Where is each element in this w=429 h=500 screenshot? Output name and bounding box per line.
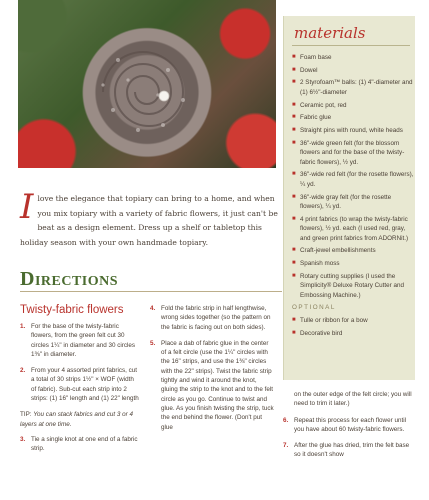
tip-note (20, 410, 140, 429)
bullet-icon: ■ (292, 79, 296, 86)
bullet-icon: ■ (292, 247, 296, 254)
bullet-icon: ■ (292, 126, 296, 133)
list-item (292, 66, 414, 76)
step-6 (283, 416, 415, 435)
bullet-icon: ■ (292, 66, 296, 73)
directions-column-3 (283, 390, 415, 467)
material-text: Spanish moss (300, 260, 340, 268)
directions-divider (20, 291, 282, 292)
materials-list (292, 53, 414, 342)
bullet-icon: ■ (292, 114, 296, 121)
bullet-icon: ■ (292, 272, 296, 279)
list-item (292, 215, 414, 244)
bullet-icon: ■ (292, 329, 296, 336)
bullet-icon: ■ (292, 317, 296, 324)
tip-text: You can stack fabrics and cut 3 or 4 layers at one time. (20, 411, 133, 428)
bullet-icon: ■ (292, 139, 296, 146)
step-1 (20, 322, 140, 359)
rosette-illustration (18, 0, 276, 168)
bullet-icon: ■ (292, 101, 296, 108)
step-text: For the base of the twisty-fabric flowers, from the green felt cut 30 circles 1¼" in diameter and 30 circles 1⅜" in diameter. (31, 323, 136, 358)
list-item (292, 272, 414, 301)
step-4 (150, 304, 274, 332)
material-text: Fabric glue (300, 114, 332, 122)
step-text: Tie a single knot at one end of a fabric strip. (31, 435, 138, 453)
list-item (292, 101, 414, 111)
step-number: 3. (20, 435, 26, 443)
step-number: 4. (150, 305, 156, 312)
list-item (292, 246, 414, 256)
photo-fabric-rosette (18, 0, 276, 168)
material-text: Decorative bird (300, 329, 343, 337)
step-text: After the glue has dried, trim the felt base so it doesn't show (294, 442, 410, 459)
intro-paragraph (20, 187, 282, 250)
drop-cap: I (20, 187, 34, 227)
step-number: 1. (20, 323, 26, 330)
material-text: 36"-wide green felt (for the blossom flowers and for the base of the twisty-fabric flowers), ½ yd. (300, 139, 405, 166)
bullet-icon: ■ (292, 193, 296, 200)
step-7 (283, 441, 415, 460)
list-item (292, 316, 414, 326)
material-text: 36"-wide red felt (for the rosette flowers), ¼ yd. (300, 171, 414, 188)
directions-column-1 (20, 322, 140, 461)
list-item (292, 259, 414, 269)
optional-label: OPTIONAL (292, 304, 336, 312)
step-number: 5. (150, 339, 156, 347)
material-text: 36"-wide gray felt (for the rosette flowers), ¼ yd. (300, 193, 392, 210)
section-heading-twisty-fabric-flowers: Twisty-fabric flowers (20, 304, 124, 316)
material-text: Craft-jewel embellishments (300, 247, 376, 255)
list-item (292, 53, 414, 63)
materials-divider (292, 45, 410, 46)
step-text: Repeat this process for each flower until you have about 60 twisty-fabric flowers. (294, 416, 407, 433)
list-item (292, 193, 414, 212)
step-text: From your 4 assorted print fabrics, cut a total of 30 strips 1½" × WOF (width of fabric). Sub-cut each strip into 2 strips: (1) 16" length and (1) 22" length (31, 367, 139, 403)
material-text: Rotary cutting supplies (I used the Simplicity® Deluxe Rotary Cutter and Embossing Machine.) (300, 272, 405, 299)
intro-text: love the elegance that topiary can bring to a home, and when you mix topiary with a variety of fabric flowers, it just can't be beat as a design element. Dress up a shelf or tabletop this holiday season with your own handmade topiary. (20, 194, 278, 247)
bullet-icon: ■ (292, 54, 296, 60)
tip-label: TIP: (20, 411, 32, 419)
materials-heading: materials (294, 24, 366, 42)
material-text: 2 Styrofoam™ balls: (1) 4"-diameter and (1) 6½"-diameter (300, 79, 413, 96)
list-item (292, 329, 414, 339)
bullet-icon: ■ (292, 171, 296, 178)
step-text: Place a dab of fabric glue in the center of a felt circle (use the 1¼" circles with the 16" strips, and use the 1⅜" circles with the 22" strips). Twist the fabric strip tightly and wind it around the knot, gluing the strip to the knot and to the felt circle as you go. Continue to twist and glue. As you finish twisting the strip, tuck the end behind the flower. (Don't put glue (161, 339, 274, 431)
material-text: Tulle or ribbon for a bow (300, 317, 368, 325)
material-text: Straight pins with round, white heads (300, 126, 403, 134)
list-item (292, 139, 414, 168)
material-text: Ceramic pot, red (300, 101, 347, 109)
list-item (292, 78, 414, 97)
step-2 (20, 366, 140, 403)
step-text: Fold the fabric strip in half lengthwise, wrong sides together (so the pattern on the fabric is facing out on both sides). (161, 305, 271, 331)
material-text: 4 print fabrics (to wrap the twisty-fabric flowers), ½ yd. each (I used red, gray, and green print fabrics from ADORNit.) (300, 215, 409, 242)
list-item (292, 113, 414, 123)
step-number: 6. (283, 416, 289, 424)
list-item (292, 170, 414, 189)
directions-column-2 (150, 304, 274, 439)
directions-heading: Directions (20, 268, 119, 290)
bullet-icon: ■ (292, 260, 296, 267)
bullet-icon: ■ (292, 215, 296, 222)
material-text: Foam base (300, 54, 332, 61)
step-number: 7. (283, 442, 289, 450)
step-5 (150, 339, 274, 432)
materials-sidebar (283, 16, 415, 380)
list-item (292, 126, 414, 136)
step-number: 2. (20, 367, 26, 375)
material-text: Dowel (300, 66, 318, 74)
step-3 (20, 435, 140, 454)
step-5-continuation: on the outer edge of the felt circle; you will need to trim it later.) (294, 391, 412, 408)
